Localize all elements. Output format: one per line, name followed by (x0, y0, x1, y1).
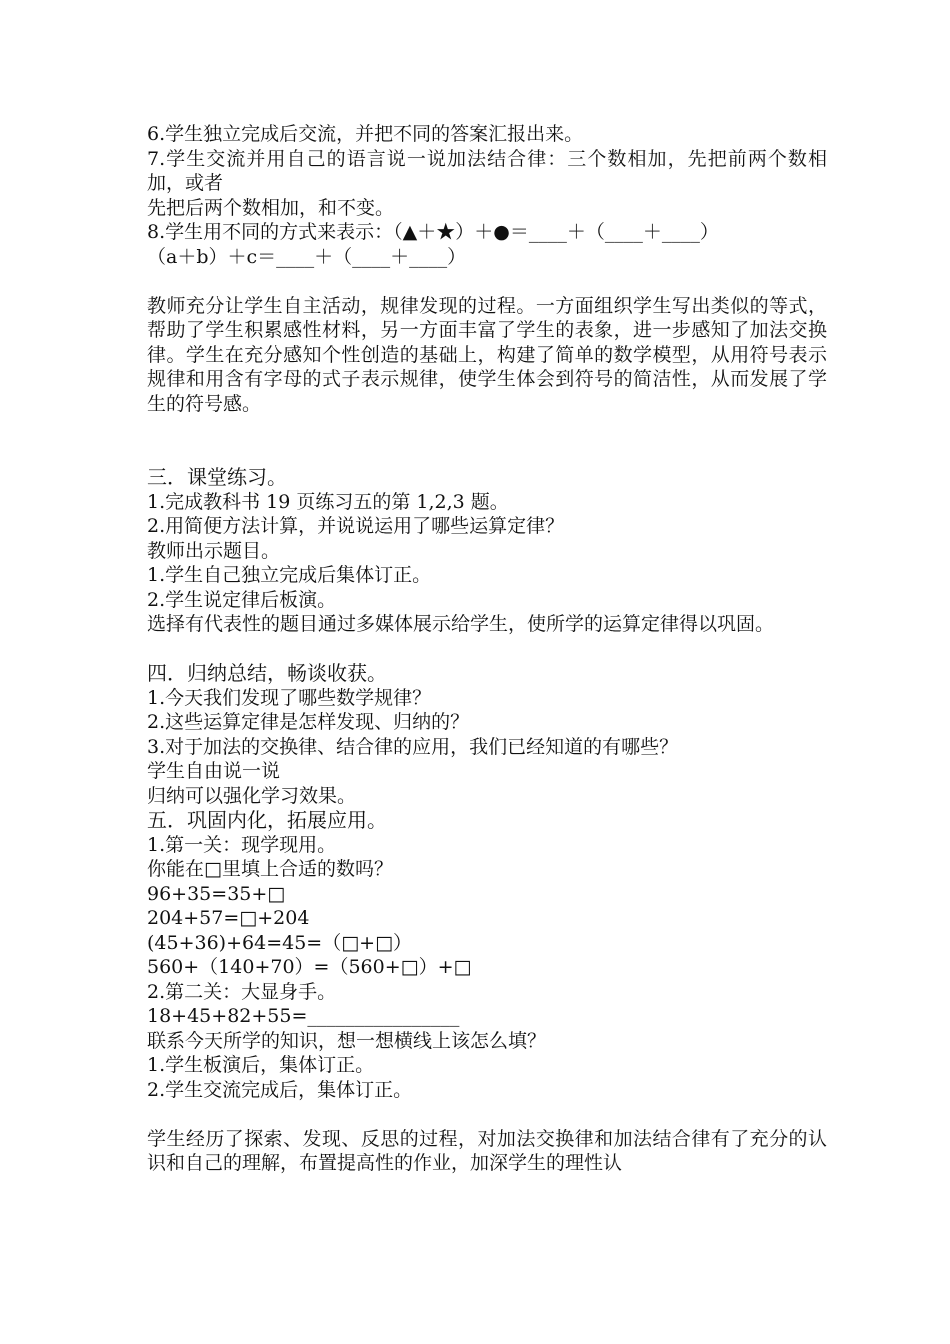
text-line: 1.学生板演后，集体订正。 (147, 1054, 375, 1076)
text-line: 教师出示题目。 (147, 539, 281, 562)
text-line: 学生自由说一说 (147, 760, 281, 782)
text-line: 2.第二关：大显身手。 (147, 980, 337, 1003)
text-line: 归纳可以强化学习效果。 (147, 784, 357, 807)
text-line: 1.完成教科书 19 页练习五的第 1,2,3 题。 (147, 490, 509, 513)
text-line: 联系今天所学的知识，想一想横线上该怎么填？ (147, 1029, 547, 1052)
commentary-paragraph: 选择有代表性的题目通过多媒体展示给学生，使所学的运算定律得以巩固。 (147, 613, 775, 635)
spacer (147, 1102, 827, 1127)
text-line: 你能在□里填上合适的数吗？ (147, 858, 393, 880)
spacer (147, 637, 827, 662)
text-line: （a＋b）＋c＝____＋（____＋____） (147, 245, 467, 268)
equation-line: 96+35=35+□ (147, 882, 286, 905)
text-line: 1.第一关：现学现用。 (147, 833, 337, 856)
document-page (147, 122, 827, 1176)
section-heading: 五．巩固内化，拓展应用。 (147, 808, 387, 832)
text-line: 7.学生交流并用自己的语言说一说加法结合律：三个数相加，先把前两个数相加，或者 (147, 147, 827, 194)
equation-line: (45+36)+64=45=（□+□） (147, 931, 413, 954)
spacer (147, 269, 827, 294)
equation-line: 18+45+82+55=________________ (147, 1005, 460, 1027)
text-line: 1.今天我们发现了哪些数学规律？ (147, 686, 432, 709)
spacer (147, 416, 827, 465)
commentary-paragraph: 学生经历了探索、发现、反思的过程，对加法交换律和加法结合律有了充分的认识和自己的理解，布置提高性的作业，加深学生的理性认 (147, 1127, 827, 1174)
text-line: 2.学生说定律后板演。 (147, 588, 337, 611)
text-line: 2.这些运算定律是怎样发现、归纳的？ (147, 711, 470, 733)
text-line: 先把后两个数相加，和不变。 (147, 196, 395, 219)
section-heading: 三．课堂练习。 (147, 465, 287, 489)
text-line: 3.对于加法的交换律、结合律的应用，我们已经知道的有哪些？ (147, 735, 679, 758)
equation-line: 204+57=□+204 (147, 907, 310, 929)
text-line: 1.学生自己独立完成后集体订正。 (147, 564, 432, 586)
section-heading: 四．归纳总结，畅谈收获。 (147, 661, 387, 685)
text-line: 2.学生交流完成后，集体订正。 (147, 1078, 413, 1101)
text-line: 2.用简便方法计算，并说说运用了哪些运算定律？ (147, 515, 565, 537)
equation-line: 560+（140+70）=（560+□）+□ (147, 956, 472, 978)
commentary-paragraph: 教师充分让学生自主活动，规律发现的过程。一方面组织学生写出类似的等式，帮助了学生积累感性材料，另一方面丰富了学生的表象，进一步感知了加法交换律。学生在充分感知个性创造的基础上，构建了简单的数学模型，从用符号表示规律和用含有字母的式子表示规律，使学生体会到符号的简洁性，从而发展了学生的符号感。 (147, 294, 827, 415)
text-line: 6.学生独立完成后交流，并把不同的答案汇报出来。 (147, 123, 584, 145)
text-line: 8.学生用不同的方式来表示：（▲＋★）＋●＝____＋（____＋____） (147, 221, 719, 243)
